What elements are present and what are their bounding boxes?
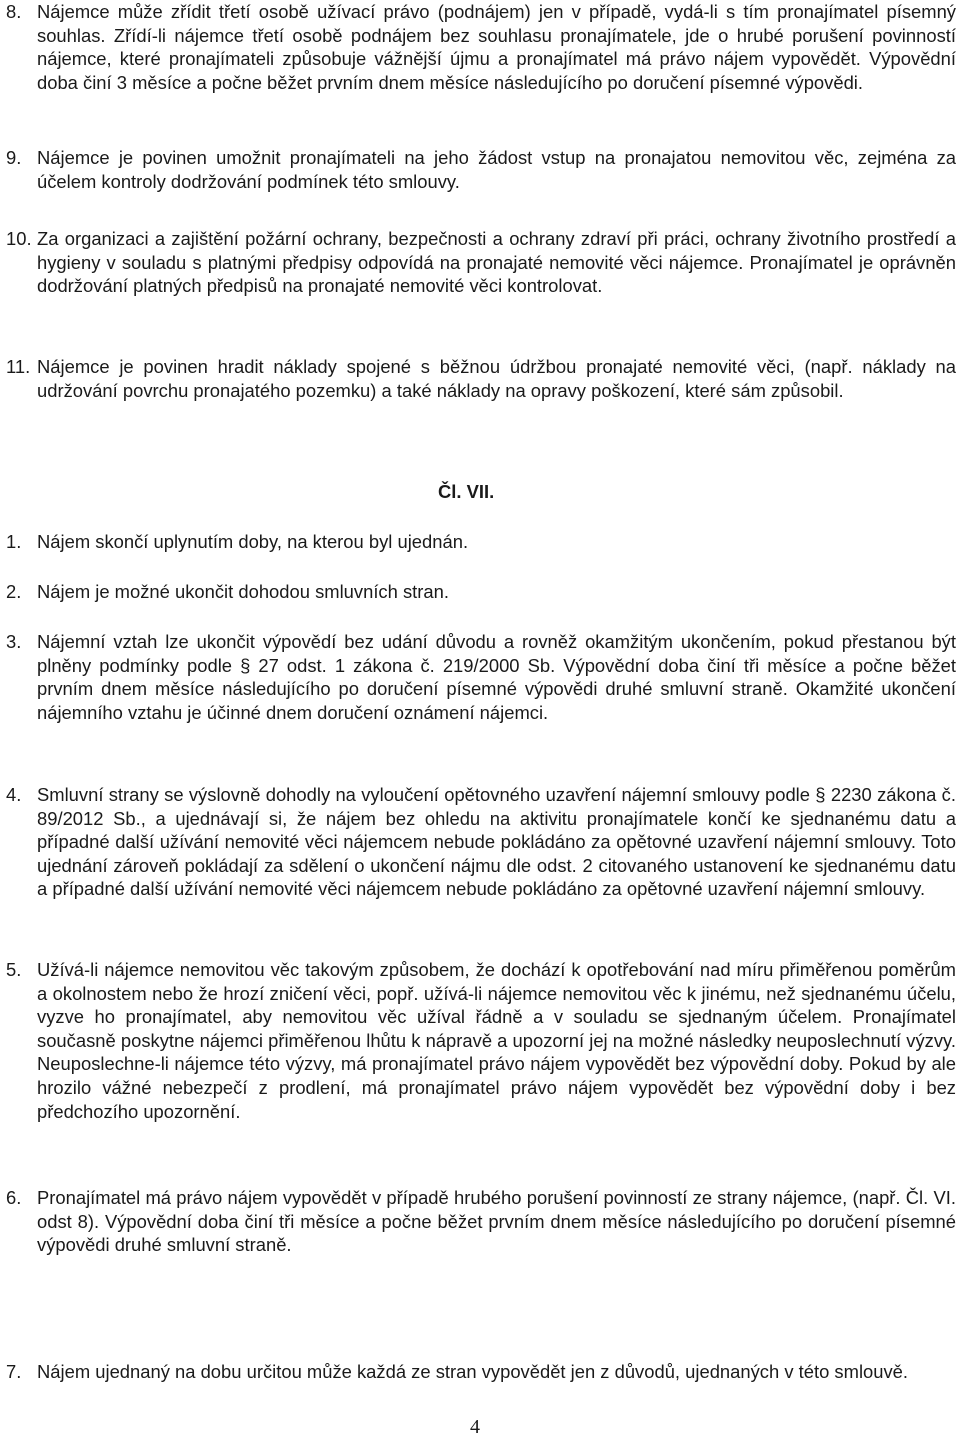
clause-number: 3. (6, 631, 22, 652)
clause-text: Nájemní vztah lze ukončit výpovědí bez udání důvodu a rovněž okamžitým ukončením, pokud přestanou být plněny podmínky podle § 27 odst. 1 zákona č. 219/2000 Sb. Výpovědní doba činí tři měsíce a počne běžet prvním dnem měsíce následujícího po doručení písemné výpovědi druhé smluvní straně. Okamžité ukončení nájemního vztahu je účinné dnem doručení oznámení nájemci. (37, 631, 956, 723)
clause-text: Nájem je možné ukončit dohodou smluvních stran. (37, 581, 449, 602)
clause-number: 6. (6, 1187, 22, 1208)
clause-text: Pronajímatel má právo nájem vypovědět v případě hrubého porušení povinností ze strany nájemce, (např. Čl. VI. odst 8). Výpovědní doba činí tři měsíce a počne běžet prvním dnem měsíce následujícího po doručení písemné výpovědi druhé smluvní straně. (37, 1187, 956, 1256)
article7-clause-2 (6, 580, 956, 604)
clause-text: Nájem skončí uplynutím doby, na kterou byl ujednán. (37, 531, 469, 552)
article7-clause-5 (6, 958, 956, 1123)
article7-clause-4 (6, 783, 956, 901)
clause-text: Užívá-li nájemce nemovitou věc takovým způsobem, že dochází k opotřebování nad míru přiměřenou poměrům a okolnostem nebo že hrozí zničení věci, popř. užívá-li nájemce nemovitou věc k jinému, než sjednanému účelu, vyzve ho pronajímatel, aby nemovitou věc užíval řádně a v souladu se sjednaným účelem. Pronajímatel současně poskytne nájemci přiměřenou lhůtu k nápravě a upozorní jej na možné následky neuposlechnutí výzvy. Neuposlechne-li nájemce této výzvy, má pronajímatel právo nájem vypovědět bez výpovědní doby. Pokud by ale hrozilo vážné nebezpečí z prodlení, má pronajímatel právo nájem vypovědět bez výpovědní doby i bez předchozího upozornění. (37, 959, 956, 1122)
article-heading: Čl. VII. (438, 481, 495, 502)
clause-number: 11. (6, 356, 31, 377)
clause-text: Smluvní strany se výslovně dohodly na vyloučení opětovného uzavření nájemní smlouvy podle § 2230 zákona č. 89/2012 Sb., a ujednávají si, že nájem bez ohledu na aktivitu pronajímatele končí ke sjednanému datu a případné další užívání nemovité věci nájemcem nebude pokládáno za opětovné uzavření nájemní smlouvy. Toto ujednání zároveň pokládají za sdělení o ukončení nájmu dle odst. 2 citovaného ustanovení ke sjednanému datu a případné další užívání nemovité věci nájemcem nebude pokládáno za opětovné uzavření nájemní smlouvy. (37, 784, 956, 900)
article7-clause-6 (6, 1186, 956, 1257)
clause-number: 4. (6, 784, 22, 805)
clause-number: 2. (6, 581, 22, 602)
clause-number: 1. (6, 531, 22, 552)
clause-text: Nájem ujednaný na dobu určitou může každá ze stran vypovědět jen z důvodů, ujednaných v této smlouvě. (37, 1361, 909, 1382)
clause-text: Za organizaci a zajištění požární ochrany, bezpečnosti a ochrany zdraví při práci, ochrany životního prostředí a hygieny v souladu s platnými předpisy odpovídá na pronajaté nemovité věci nájemce. Pronajímatel je oprávněn dodržování platných předpisů na pronajaté nemovité věci kontrolovat. (37, 228, 956, 297)
clause-number: 10. (6, 228, 32, 249)
article7-clause-3 (6, 630, 956, 724)
clause-8 (6, 0, 956, 94)
clause-text: Nájemce může zřídit třetí osobě užívací právo (podnájem) jen v případě, vydá-li s tím pronajímatel písemný souhlas. Zřídí-li nájemce třetí osobě podnájem bez souhlasu pronajímatele, jde o hrubé porušení povinností nájemce, které pronajímateli způsobuje vážnější újmu a pronajímatel má právo nájem vypovědět. Výpovědní doba činí 3 měsíce a počne běžet prvním dnem měsíce následujícího po doručení písemné výpovědi. (37, 1, 956, 93)
clause-text: Nájemce je povinen hradit náklady spojené s běžnou údržbou pronajaté nemovité věci, (např. náklady na udržování povrchu pronajatého pozemku) a také náklady na opravy poškození, které sám způsobil. (37, 356, 956, 401)
article7-clause-1 (6, 530, 956, 554)
clause-number: 7. (6, 1361, 22, 1382)
clause-10 (6, 227, 956, 298)
clause-11 (6, 355, 956, 402)
page-number: 4 (470, 1416, 480, 1438)
clause-number: 5. (6, 959, 22, 980)
clause-text: Nájemce je povinen umožnit pronajímateli na jeho žádost vstup na pronajatou nemovitou věc, zejména za účelem kontroly dodržování podmínek této smlouvy. (37, 147, 956, 192)
clause-9 (6, 146, 956, 193)
clause-number: 9. (6, 147, 22, 168)
clause-number: 8. (6, 1, 22, 22)
article7-clause-7 (6, 1360, 956, 1384)
